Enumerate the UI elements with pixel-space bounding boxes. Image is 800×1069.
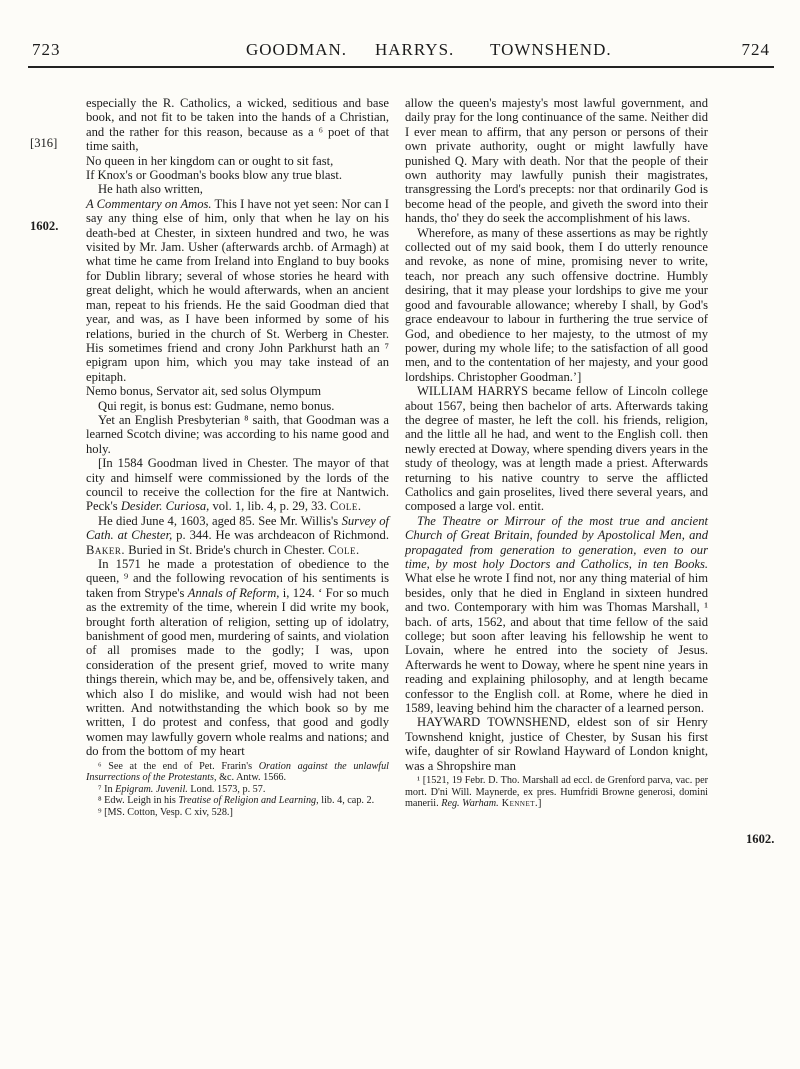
text-run: vol. 1, lib. 4, p. 29, 33. bbox=[209, 499, 331, 514]
text-run: He died June 4, 1603, aged 85. See Mr. Willis's bbox=[98, 513, 342, 528]
book-title: Survey of Cath. at Chester, bbox=[86, 513, 389, 543]
margin-year-right: 1602. bbox=[746, 832, 775, 846]
header-title-townshend: TOWNSHEND. bbox=[490, 40, 612, 59]
attribution: Kennet.] bbox=[498, 798, 542, 810]
text-run: became fellow of Lincoln college about 1567, being then bachelor of arts. Afterwards taking the degree of master, he left the coll. his friends, religion, and the little all he had, and went to the English coll. then newly erected at Doway, where spending divers years in the study of theology, was at length made a priest. Afterwards returning to his native country to serve the afflicted Catholics and gain proselites, lived there several years, and composed a large vol. entit. bbox=[405, 384, 708, 514]
book-title: A Commentary on Amos. bbox=[86, 196, 212, 211]
footnote bbox=[86, 795, 389, 807]
text-run: ⁷ In bbox=[98, 783, 116, 795]
right-column bbox=[405, 96, 708, 810]
text-run: i, 124. ‘ For so much as the extremity of the time, wherein I did write my book, brought forth alteration of religion, setting up of idolatry, banishment of good men, murdering of saints, and violation of all promises made to the godly; I was, upon consideration of the present grief, moved to write many things therein, which may be, and be, offensively taken, and which also I do mislike, and would wish had not been written. And notwithstanding the which book so by me written, I do protest and confess, that good and godly women may lawfully govern whole realms and nations; and do from the bottom of my heart bbox=[86, 585, 389, 759]
header-title-goodman: GOODMAN. bbox=[246, 40, 348, 59]
paragraph bbox=[86, 456, 389, 514]
book-title: Annals of Reform, bbox=[187, 585, 280, 600]
verse-line: No queen in her kingdom can or ought to sit fast, bbox=[86, 153, 334, 168]
text-run: Buried in St. Bride's church in Chester. bbox=[125, 542, 329, 557]
attribution: Cole. bbox=[328, 542, 360, 557]
entry-name: WILLIAM HARRYS bbox=[417, 384, 529, 399]
footnote bbox=[86, 761, 389, 784]
text-run: What else he wrote I find not, nor any thing material of him besides, only that he died in England in sixteen hundred and two. Contemporary with him was Thomas Marshall, ¹ bach. of arts, 1562, and about that time fellow of the said college; but soon after leaving his fellowship he went to Lovain, where he entred into the society of Jesus. Afterwards he went to Doway, where he spent nine years in reading and explaining philosophy, and at length became confessor to the English coll. at Rome, where he died in 1589, leaving behind him the character of a learned person. bbox=[405, 571, 708, 716]
header-rule bbox=[28, 66, 774, 68]
header-title-harrys: HARRYS. bbox=[375, 40, 455, 59]
register-reference: Reg. Warham. bbox=[441, 798, 499, 810]
text-run: [In 1584 Goodman lived in Chester. The mayor of that city and himself were commissioned by the lords of the council to receive the collection for the fire at Nantwich. Peck's bbox=[86, 456, 389, 514]
text-run: ¹ [1521, 19 Febr. D. Tho. Marshall ad eccl. de Grenford parva, vac. per mort. D'ni Will. Maynerde, ex pres. Humfridi Browne generosi, domini manerii. bbox=[405, 775, 708, 810]
text-run: In 1571 he made a protestation of obedience to the queen, ⁹ and the following revocation of his sentiments is taken from Strype's bbox=[86, 557, 389, 600]
left-column bbox=[86, 96, 389, 819]
paragraph bbox=[86, 182, 389, 384]
text-run: p. 344. He was archdeacon of Richmond. bbox=[172, 528, 390, 543]
latin-epigram-line: Qui regit, is bonus est: Gudmane, nemo bonus. bbox=[98, 398, 335, 413]
latin-epigram-line: Nemo bonus, Servator ait, sed solus Olympum bbox=[86, 384, 322, 399]
paragraph bbox=[405, 514, 708, 716]
text-run: &c. Antw. 1566. bbox=[216, 772, 287, 784]
margin-year-left: 1602. bbox=[30, 219, 59, 233]
attribution: Baker. bbox=[86, 542, 126, 557]
text-run: Lond. 1573, p. 57. bbox=[187, 783, 266, 795]
margin-page-marker: [316] bbox=[30, 136, 58, 150]
paragraph bbox=[86, 557, 389, 759]
verse-line: If Knox's or Goodman's books blow any true blast. bbox=[86, 168, 343, 183]
entry-name: HAYWARD TOWNSHEND, bbox=[417, 715, 570, 730]
book-title: Treatise of Religion and Learning, bbox=[178, 795, 319, 807]
text-run: lib. 4, cap. 2. bbox=[318, 795, 375, 807]
book-title: The Theatre or Mirrour of the most true and ancient Church of Great Britain, founded by Apostolical Men, and propagated from generation to generation, even to our time, by most holy Doctors and Catholics, in ten Books. bbox=[405, 513, 708, 571]
paragraph: especially the R. Catholics, a wicked, seditious and base book, and not fit to be taken into the hands of a Christian, and the rather for this reason, because as a ⁶ poet of that time saith, bbox=[86, 96, 389, 154]
text-run: This I have not yet seen: Nor can I say any thing else of him, only that when he lay on his death-bed at Chester, in sixteen hundred and two, he was visited by Mr. Jam. Usher (afterwards archb. of Armagh) at what time he came from Ireland into England to buy books for Dublin library; several of whose stories he heard with great delight, which he would afterwards, when an ancient man, repeat to his friends. He the said Goodman died that year, and was, as I have been informed by some of his relations, buried in the church of St. Werberg in Chester. His sometimes friend and crony John Parkhurst hath an ⁷ epigram upon him, which you may take instead of an epitaph. bbox=[86, 196, 389, 384]
page-number-right: 724 bbox=[741, 40, 770, 59]
attribution: Cole. bbox=[330, 499, 362, 514]
paragraph: Wherefore, as many of these assertions as may be rightly collected out of my said book, them I do utterly renounce and revoke, as none of mine, promising never to write, teach, nor preach any such offensive doctrine. Humbly desiring, that it may please your lordships to give me your good and favourable allowance; whereby I shall, by God's grace endeavour to labour in furthering the true service of God, and obedience to her majesty, to the utmost of my power, during my whole life; to the satisfaction of all good men, and to the contentation of her majesty, and your good lordships. Christopher Goodman.’] bbox=[405, 225, 708, 384]
book-title: Desider. Curiosa, bbox=[120, 499, 210, 514]
footnote bbox=[405, 775, 708, 810]
page-number-left: 723 bbox=[32, 40, 61, 59]
text-run: eldest son of sir Henry Townshend knight, justice of Chester, by Susan his first wife, daughter of sir Rowland Hayward of London knight, was a Shropshire man bbox=[405, 715, 708, 773]
text-run: He hath also written, bbox=[98, 182, 203, 197]
paragraph bbox=[405, 715, 708, 773]
book-title: Oration against the unlawful Insurrections of the Protestants, bbox=[86, 760, 389, 784]
text-run: ⁶ See at the end of Pet. Frarin's bbox=[98, 760, 259, 772]
book-title: Epigram. Juvenil. bbox=[115, 783, 188, 795]
paragraph: Yet an English Presbyterian ⁸ saith, that Goodman was a learned Scotch divine; was according to his name good and holy. bbox=[86, 412, 389, 456]
footnote bbox=[86, 784, 389, 796]
paragraph bbox=[405, 384, 708, 514]
running-header bbox=[0, 40, 800, 64]
paragraph: allow the queen's majesty's most lawful government, and daily pray for the long continuance of the same. Neither did I ever mean to affirm, that any person or persons of their own private authority, ought or might lawfully have punished Q. Mary with death. Nor that the people of their own authority may lawfully punish their magistrates, transgressing the Lord's precepts: nor that ordinarily God is become head of the people, and giveth the sword into their hands, tho' they do seek the accomplishment of his laws. bbox=[405, 96, 708, 226]
paragraph bbox=[86, 514, 389, 557]
footnote: ⁹ [MS. Cotton, Vesp. C xiv, 528.] bbox=[98, 807, 233, 819]
text-run: ⁸ Edw. Leigh in his bbox=[98, 795, 179, 807]
